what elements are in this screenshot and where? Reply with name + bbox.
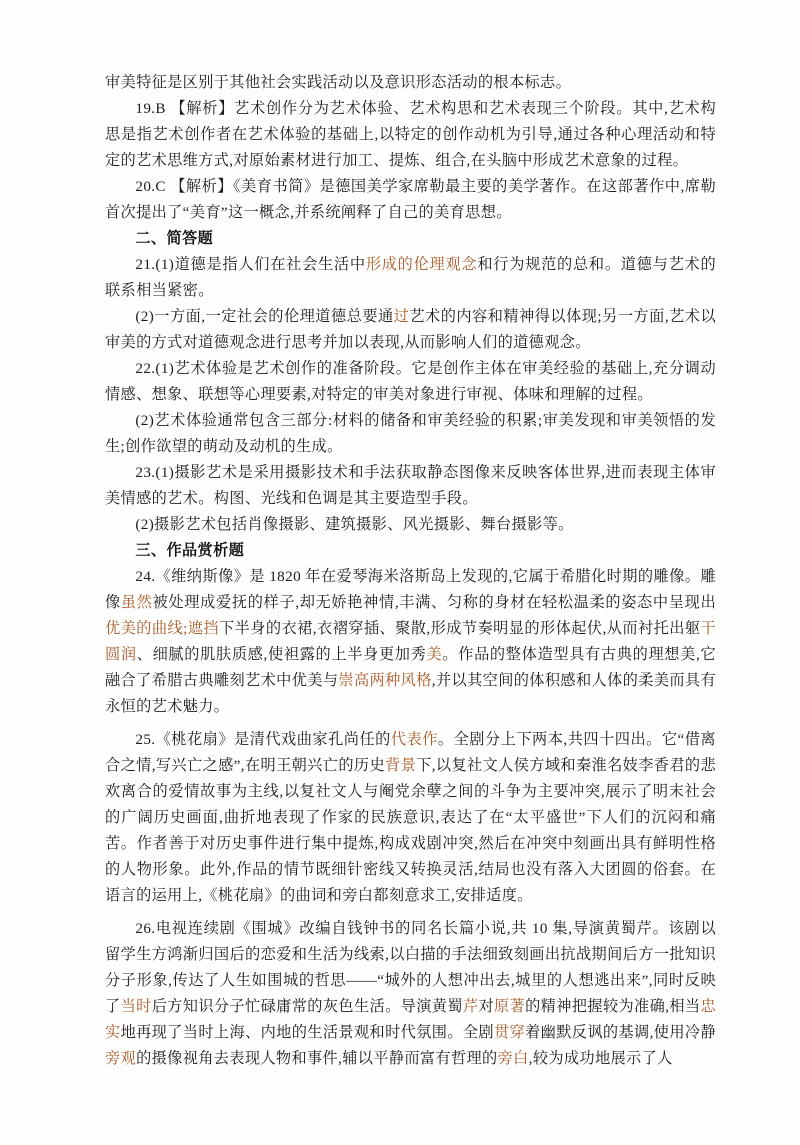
text-run: (2)摄影艺术包括肖像摄影、建筑摄影、风光摄影、舞台摄影等。 (135, 516, 574, 533)
text-run: 的摄像视角去表现人物和事件,辅以平静而富有哲理的 (136, 1050, 498, 1067)
answer-20 (105, 174, 716, 226)
text-run: 下半身的衣裙,衣褶穿插、聚散,形成节奏明显的形体起伏,从而衬托出躯 (219, 620, 701, 637)
highlighted-text-run: 原著 (494, 998, 526, 1015)
text-run: 21.(1)道德是指人们在社会生活中 (135, 256, 366, 273)
highlighted-text-run: 芹 (462, 998, 479, 1015)
text-run: 24.《维纳斯像》是 1820 年在爱琴海米洛斯岛上发现的,它属于希腊化时期的雕像。雕像 (105, 568, 716, 611)
highlighted-text-run: 优美的曲线;遮挡 (105, 620, 220, 637)
text-run: 的精神把握较为准确,相当 (525, 998, 701, 1015)
document-content (105, 70, 716, 1072)
text-run: 、细腻的肌肤质感,使袒露的上半身更加秀 (136, 646, 427, 663)
text-run: 和行为规范的总和。道德与艺术的联系相当紧密。 (105, 256, 717, 299)
text-run: 23.(1)摄影艺术是采用摄影技术和手法获取静态图像来反映客体世界,进而表现主体审美情感的艺术。构图、光线和色调是其主要造型手段。 (105, 464, 716, 507)
answer-18-continuation (105, 70, 716, 96)
answer-23-2 (105, 512, 716, 538)
section-heading-3 (105, 538, 716, 564)
answer-22-1 (105, 356, 716, 408)
highlighted-text-run: 美 (426, 646, 443, 663)
highlighted-text-run: 旁观 (105, 1050, 137, 1067)
text-run: 26.电视连续剧《围城》改编自钱钟书的同名长篇小说,共 10 集,导演黄蜀芹。该剧以留学生方鸿渐归国后的恋爱和生活为线索,以白描的手法细致刻画出抗战期间后方一批知识分子形象,传达了人生如围城的哲思——“城外的人想冲出去,城里的人想逃出来”,同时反映了 (105, 920, 716, 1015)
highlighted-text-run: 贯穿 (494, 1024, 526, 1041)
highlighted-text-run: 当时 (120, 998, 152, 1015)
text-run: 着幽默反讽的基调,使用冷静 (525, 1024, 716, 1041)
answer-22-2 (105, 408, 716, 460)
highlighted-text-run: 虽然 (120, 594, 153, 611)
answer-21-2 (105, 304, 716, 356)
text-run: ,并以其空间的体积感和人体的柔美而具有永恒的艺术魅力。 (105, 672, 717, 715)
highlighted-text-run: 干圆润 (105, 620, 716, 663)
text-run: (2)艺术体验通常包含三部分:材料的储备和审美经验的积累;审美发现和审美领悟的发生;创作欲望的萌动及动机的生成。 (105, 412, 716, 455)
text-run: 下,以复社文人侯方域和秦淮名妓李香君的悲欢离合的爱情故事为主线,以复社文人与阉党余孽之间的斗争为主要冲突,展示了明末社会的广阔历史画面,曲折地表现了作家的民族意识,表达了在“太平盛世”下人们的沉闷和痛苦。作者善于对历史事件进行集中提炼,构成戏剧冲突,然后在冲突中刻画出具有鲜明性格的人物形象。此外,作品的情节既细针密线又转换灵活,结局也没有落入大团圆的俗套。在语言的运用上,《桃花扇》的曲词和旁白都刻意求工,安排适度。 (105, 757, 717, 904)
highlighted-text-run: 过 (393, 308, 410, 325)
highlighted-text-run: 背景 (385, 757, 417, 774)
answer-23-1 (105, 460, 716, 512)
text-run: 。全剧分上下两本,共四十四出。它“借离合之情,写兴亡之感”,在明王朝兴亡的历史 (105, 731, 716, 774)
text-run: 艺术的内容和精神得以体现;另一方面,艺术以审美的方式对道德观念进行思考并加以表现,从而影响人们的道德观念。 (105, 308, 717, 351)
answer-19 (105, 96, 716, 174)
text-run: 22.(1)艺术体验是艺术创作的准备阶段。它是创作主体在审美经验的基础上,充分调动情感、想象、联想等心理要素,对特定的审美对象进行审视、体味和理解的过程。 (105, 360, 716, 403)
text-run: 二、简答题 (135, 230, 214, 247)
highlighted-text-run: 崇高两种风格 (338, 672, 432, 689)
text-run: 被处理成爱抚的样子,却无娇艳神情,丰满、匀称的身材在轻松温柔的姿态中呈现出 (152, 594, 717, 611)
text-run: ,较为成功地展示了人 (528, 1050, 673, 1067)
text-run: 审美特征是区别于其他社会实践活动以及意识形态活动的根本标志。 (105, 74, 572, 91)
highlighted-text-run: 旁白 (497, 1050, 529, 1067)
answer-26 (105, 916, 716, 1072)
text-run: 后方知识分子忙碌庸常的灰色生活。导演黄蜀 (151, 998, 463, 1015)
text-run: 。作品的整体造型具有古典的理想美,它融合了希腊古典雕刻艺术中优美与 (105, 646, 716, 689)
text-run: 对 (478, 998, 494, 1015)
answer-24 (105, 564, 716, 720)
text-run: 19.B 【解析】艺术创作分为艺术体验、艺术构思和艺术表现三个阶段。其中,艺术构思是指艺术创作者在艺术体验的基础上,以特定的创作动机为引导,通过各种心理活动和特定的艺术思维方式,对原始素材进行加工、提炼、组合,在头脑中形成艺术意象的过程。 (105, 100, 716, 169)
highlighted-text-run: 代表作 (390, 731, 438, 748)
text-run: (2)一方面,一定社会的伦理道德总要通 (135, 308, 394, 325)
section-heading-2 (105, 226, 716, 252)
highlighted-text-run: 形成的伦理观念 (365, 256, 478, 273)
answer-25 (105, 727, 716, 909)
highlighted-text-run: 忠实 (105, 998, 716, 1041)
text-run: 20.C 【解析】《美育书简》是德国美学家席勒最主要的美学著作。在这部著作中,席勒首次提出了“美育”这一概念,并系统阐释了自己的美育思想。 (105, 178, 716, 221)
answer-21-1 (105, 252, 716, 304)
text-run: 三、作品赏析题 (135, 542, 245, 559)
text-run: 地再现了当时上海、内地的生活景观和时代氛围。全剧 (120, 1024, 494, 1041)
text-run: 25.《桃花扇》是清代戏曲家孔尚任的 (135, 731, 391, 748)
